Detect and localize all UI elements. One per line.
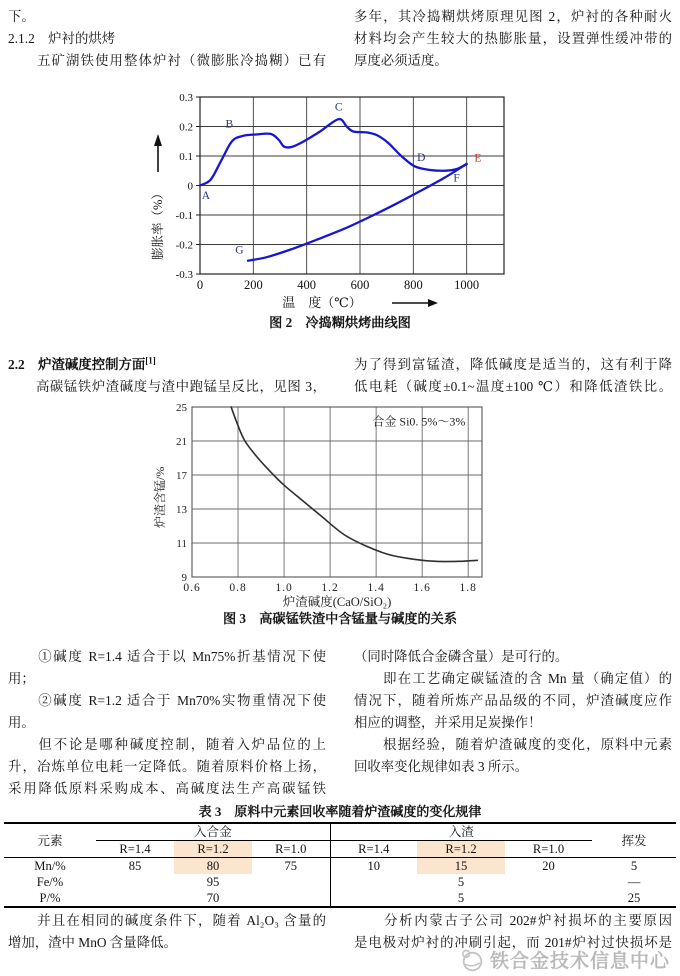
- table-cell: 75: [284, 859, 298, 873]
- figure3-caption: 图 3 高碳锰铁渣中含锰量与碱度的关系: [222, 611, 458, 626]
- svg-text:1.6: 1.6: [413, 582, 431, 594]
- table-cell: 25: [627, 891, 641, 905]
- svg-text:17: 17: [176, 469, 187, 482]
- svg-text:1.2: 1.2: [321, 582, 339, 594]
- text-line: 材料均会产生较大的热膨胀量，设置弹性缓冲带的: [354, 31, 672, 46]
- table-row: [4, 874, 676, 890]
- svg-text:600: 600: [350, 278, 370, 292]
- svg-text:膨胀率（%）: 膨胀率（%）: [151, 187, 165, 260]
- svg-text:25: 25: [176, 401, 187, 414]
- table3: [4, 822, 676, 908]
- table-subheader-row: [4, 841, 676, 858]
- table-row: [4, 858, 676, 875]
- table-cell: 85: [128, 859, 142, 873]
- svg-text:800: 800: [403, 278, 423, 292]
- svg-text:13: 13: [176, 503, 187, 516]
- svg-text:1.8: 1.8: [459, 582, 477, 594]
- text-line: ①碱度 R=1.4 适合于以 Mn75%折基情况下使: [8, 649, 326, 664]
- text-line: 采用降低原料采购成本、高碱度法生产高碳锰铁: [8, 781, 326, 796]
- table-cell: [505, 874, 592, 890]
- footer-watermark: [459, 946, 670, 973]
- svg-text:F: F: [453, 172, 460, 185]
- text-line: 相应的调整，并采用足炭操作！: [354, 715, 542, 730]
- svg-text:D: D: [417, 152, 426, 165]
- middle-text-block: [8, 646, 672, 800]
- left-column: [8, 646, 326, 800]
- svg-text:0: 0: [187, 180, 193, 193]
- table3-caption: 表 3 原料中元素回收率随着炉渣碱度的变化规律: [198, 804, 482, 819]
- text-line: 用；: [8, 671, 35, 686]
- table-header: R=1.2: [174, 841, 252, 858]
- text-line: 下。: [8, 9, 35, 24]
- svg-text:1.0: 1.0: [275, 582, 293, 594]
- table-header: R=1.0: [252, 841, 330, 858]
- table-header: 入合金: [96, 823, 330, 841]
- svg-text:9: 9: [181, 571, 187, 584]
- text-line: 分析内蒙古子公司 202#炉衬损坏的主要原因: [354, 913, 672, 928]
- table-cell: 15: [417, 858, 505, 875]
- svg-text:400: 400: [297, 278, 317, 292]
- svg-text:11: 11: [176, 537, 187, 550]
- text-line: 升，冶炼单位电耗一定降低。随着原料价格上扬，: [8, 759, 326, 774]
- table-cell: P/%: [39, 891, 61, 905]
- svg-text:-0.2: -0.2: [175, 239, 193, 252]
- top-text-block: [8, 6, 672, 72]
- svg-text:合金 Si0. 5%～3%: 合金 Si0. 5%～3%: [372, 414, 466, 429]
- left-column: [8, 910, 326, 954]
- text-line: 用。: [8, 715, 35, 730]
- table-header: R=1.4: [330, 841, 417, 858]
- text-line: 增加，渣中 MnO 含量降低。: [8, 935, 177, 950]
- svg-text:炉渣含锰/%: 炉渣含锰/%: [153, 466, 167, 528]
- table-cell: 5: [457, 891, 465, 905]
- text-line: 厚度必须适度。: [354, 53, 448, 68]
- svg-text:E: E: [474, 152, 482, 165]
- svg-text:21: 21: [176, 435, 187, 448]
- figure2: [146, 88, 524, 318]
- svg-text:-0.1: -0.1: [175, 209, 193, 222]
- svg-text:0.6: 0.6: [183, 582, 201, 594]
- svg-text:A: A: [201, 189, 211, 202]
- footer-text: 铁合金技术信息中心: [489, 951, 670, 972]
- svg-text:0.1: 0.1: [179, 150, 193, 163]
- svg-text:-0.3: -0.3: [175, 268, 193, 281]
- svg-text:B: B: [225, 118, 234, 131]
- text-line: （同时降低合金磷含量）是可行的。: [354, 649, 569, 664]
- text-line: 高碳锰铁炉渣碱度与渣中跑锰呈反比，见图 3，: [8, 379, 326, 394]
- table-header: 挥发: [592, 823, 676, 858]
- citation-ref: [1]: [145, 355, 156, 366]
- heading-text: 2.2 炉渣碱度控制方面: [8, 357, 146, 372]
- table-cell: [96, 874, 174, 890]
- table-cell: 5: [630, 859, 638, 873]
- svg-text:0.3: 0.3: [179, 91, 193, 104]
- text-line: 为了得到富锰渣，降低碱度是适当的，这有利于降: [354, 357, 672, 372]
- right-column: [354, 6, 672, 72]
- table-cell: [96, 890, 174, 907]
- ferroalloy-logo-icon: [459, 947, 485, 973]
- table-header: 入渣: [330, 823, 592, 841]
- figure2-chart: [146, 88, 524, 314]
- figure3: [152, 400, 500, 614]
- figure2-caption: 图 2 冷捣糊烘烤曲线图: [269, 315, 411, 330]
- svg-text:0.8: 0.8: [229, 582, 247, 594]
- text-line: 回收率变化规律如表 3 所示。: [354, 759, 529, 774]
- svg-text:G: G: [235, 244, 244, 257]
- table-cell: [252, 890, 330, 907]
- text-line: 即在工艺确定碳锰渣的含 Mn 量（确定值）的: [354, 671, 672, 686]
- table-cell: [330, 874, 417, 890]
- table-header: R=1.4: [96, 841, 174, 858]
- left-column: [8, 354, 326, 398]
- svg-text:温 度（℃）: 温 度（℃）: [282, 295, 362, 310]
- text-line: 五矿湖铁使用整体炉衬（微膨胀冷捣糊）已有: [8, 53, 326, 68]
- table-cell: 80: [174, 858, 252, 875]
- table-cell: 10: [330, 858, 417, 875]
- table-cell: 70: [206, 891, 220, 905]
- svg-text:1000: 1000: [454, 278, 480, 292]
- text-line: 情况下，随着所炼产品品级的不同，炉渣碱度应作: [354, 693, 672, 708]
- table-cell: —: [627, 875, 641, 889]
- table-header: R=1.0: [505, 841, 592, 858]
- text-line: 并且在相同的碱度条件下，随着 Al₂O₃ 含量的: [8, 913, 326, 928]
- text-line: 多年，其冷捣糊烘烤原理见图 2，炉衬的各种耐火: [354, 9, 672, 24]
- section-22-block: [8, 354, 672, 398]
- section-heading-22: [8, 354, 326, 376]
- table-cell: 95: [206, 875, 220, 889]
- table-cell: 20: [542, 859, 555, 873]
- text-line: 是电极对炉衬的冲刷引起，而 201#炉衬过快损坏是: [354, 935, 672, 950]
- svg-text:1.4: 1.4: [367, 582, 385, 594]
- table-row: [4, 890, 676, 907]
- table-header: R=1.2: [417, 841, 505, 858]
- text-line: 根据经验，随着炉渣碱度的变化，原料中元素: [354, 737, 672, 752]
- right-column: [354, 354, 672, 398]
- table-cell: Mn/%: [34, 859, 66, 873]
- table-header-row: [4, 823, 676, 841]
- svg-text:炉渣碱度(CaO/SiO₂): 炉渣碱度(CaO/SiO₂): [282, 595, 392, 609]
- svg-text:0.2: 0.2: [179, 121, 193, 134]
- table-header: 元素: [4, 823, 96, 858]
- text-line: ②碱度 R=1.2 适合于 Mn70%实物重情况下使: [8, 693, 326, 708]
- text-line: 低电耗（碱度±0.1~温度±100 ℃）和降低渣铁比。: [354, 379, 672, 394]
- left-column: [8, 6, 326, 72]
- table-cell: [505, 890, 592, 907]
- svg-text:C: C: [334, 101, 343, 114]
- table-cell: [252, 874, 330, 890]
- figure3-chart: [152, 400, 500, 610]
- right-column: [354, 646, 672, 800]
- svg-text:0: 0: [196, 278, 204, 292]
- table-cell: 5: [457, 875, 465, 889]
- svg-text:200: 200: [243, 278, 263, 292]
- section-heading-212: 2.1.2 炉衬的烘烤: [8, 31, 116, 46]
- table-cell: Fe/%: [36, 875, 64, 889]
- table-cell: [330, 890, 417, 907]
- text-line: 但不论是哪种碱度控制，随着入炉品位的上: [8, 737, 326, 752]
